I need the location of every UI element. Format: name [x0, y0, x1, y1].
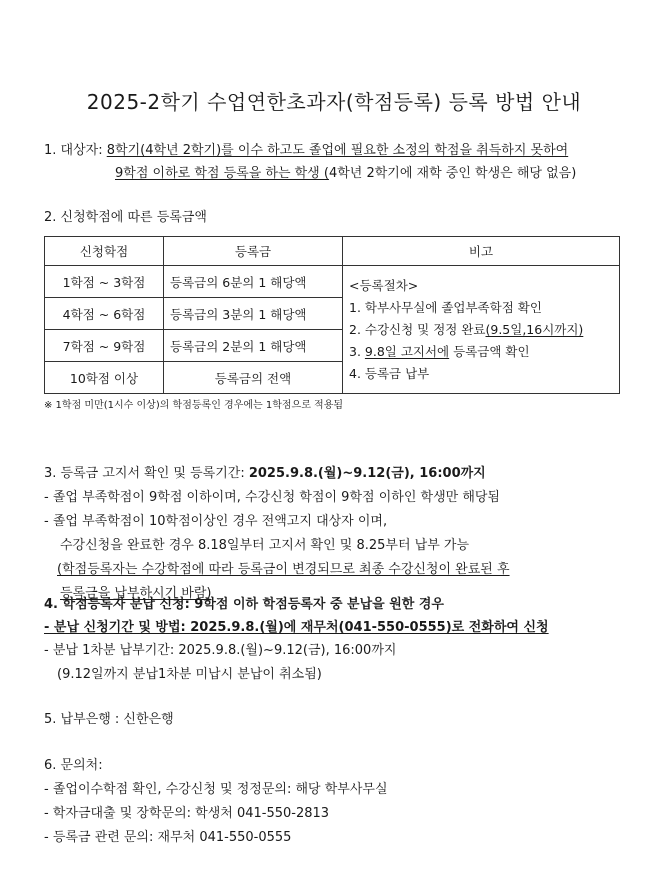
procedure-bill-date: 9.8일 고지서에	[364, 343, 450, 359]
fee-table	[44, 236, 620, 394]
header-credits: 신청학점	[45, 237, 164, 266]
payment-line-4: (학점등록자는 수강학점에 따라 등록금이 변경되므로 최종 수강신청이 완료된 후	[57, 562, 510, 577]
installment-line-1: - 분납 신청기간 및 방법: 2025.9.8.(월)에 재무처(041-550-0555)로 전화하여 신청	[44, 620, 549, 635]
installment-line-3: (9.12일까지 분납1차분 미납시 분납이 취소됨)	[57, 667, 322, 682]
payment-line-5: 등록금을 납부하시기 바람)	[60, 586, 212, 601]
contact-line-1: - 졸업이수학점 확인, 수강신청 및 정정문의: 해당 학부사무실	[44, 782, 388, 797]
target-section	[44, 143, 568, 159]
payment-line-1: - 졸업 부족학점이 9학점 이하이며, 수강신청 학점이 9학점 이하인 학생만 해당됨	[44, 490, 500, 505]
payment-line-2: - 졸업 부족학점이 10학점이상인 경우 전액고지 대상자 이며,	[44, 514, 388, 529]
header-fee: 등록금	[164, 237, 343, 266]
procedure-step-1: 1. 학부사무실에 졸업부족학점 확인	[349, 299, 542, 315]
payment-period: 2025.9.8.(월)~9.12(금), 16:00까지	[248, 466, 486, 481]
contact-line-2: - 학자금대출 및 장학문의: 학생처 041-550-2813	[44, 806, 330, 821]
contact-line-3: - 등록금 관련 문의: 재무처 041-550-0555	[44, 830, 292, 845]
target-label: 1. 대상자:	[44, 143, 107, 158]
fee-cell: 등록금의 2분의 1 해당액	[164, 330, 343, 362]
fee-cell: 등록금의 6분의 1 해당액	[164, 266, 343, 298]
payment-period-heading: 3. 등록금 고지서 확인 및 등록기간: 2025.9.8.(월)~9.12(금), 16:00까지	[44, 466, 486, 481]
installment-heading: 4. 학점등록자 분납 신청: 9학점 이하 학점등록자 중 분납을 원한 경우	[44, 597, 444, 612]
procedure-deadline: (9.5일,16시까지)	[485, 321, 584, 337]
credits-cell: 7학점 ~ 9학점	[45, 330, 164, 362]
fee-cell: 등록금의 전액	[164, 362, 343, 394]
procedure-step-2: 2. 수강신청 및 정정 완료(9.5일,16시까지)	[349, 321, 584, 337]
table-header-row	[45, 237, 620, 266]
target-line-1: 8학기(4학년 2학기)를 이수 하고도 졸업에 필요한 소정의 학점을 취득하지 못하여	[106, 143, 569, 158]
credits-cell: 4학점 ~ 6학점	[45, 298, 164, 330]
fee-heading: 2. 신청학점에 따른 등록금액	[44, 210, 207, 225]
table-footnote: ※ 1학점 미만(1시수 이상)의 학점등록인 경우에는 1학점으로 적용됨	[44, 400, 344, 411]
payment-line-3: 수강신청을 완료한 경우 8.18일부터 고지서 확인 및 8.25부터 납부 가능	[60, 538, 470, 553]
procedure-step-3: 3. 9.8일 고지서에 등록금액 확인	[349, 343, 530, 359]
header-remarks: 비고	[343, 237, 620, 266]
fee-cell: 등록금의 3분의 1 해당액	[164, 298, 343, 330]
contact-heading: 6. 문의처:	[44, 758, 103, 773]
credits-cell: 1학점 ~ 3학점	[45, 266, 164, 298]
page-title: 2025-2학기 수업연한초과자(학점등록) 등록 방법 안내	[86, 90, 582, 114]
target-line-2a: 9학점 이하로 학점 등록을 하는 학생 (	[115, 166, 329, 181]
bank-line: 5. 납부은행 : 신한은행	[44, 712, 174, 727]
target-line-2	[115, 166, 576, 182]
procedure-title: <등록절차>	[349, 277, 419, 293]
installment-line-2: - 분납 1차분 납부기간: 2025.9.8.(월)~9.12(금), 16:00까지	[44, 643, 397, 658]
procedure-step-4: 4. 등록금 납부	[349, 365, 430, 381]
credits-cell: 10학점 이상	[45, 362, 164, 394]
target-line-2b: 4학년 2학기에 재학 중인 학생은 해당 없음)	[328, 166, 577, 181]
remarks-cell	[343, 266, 620, 394]
table-row	[45, 266, 620, 298]
